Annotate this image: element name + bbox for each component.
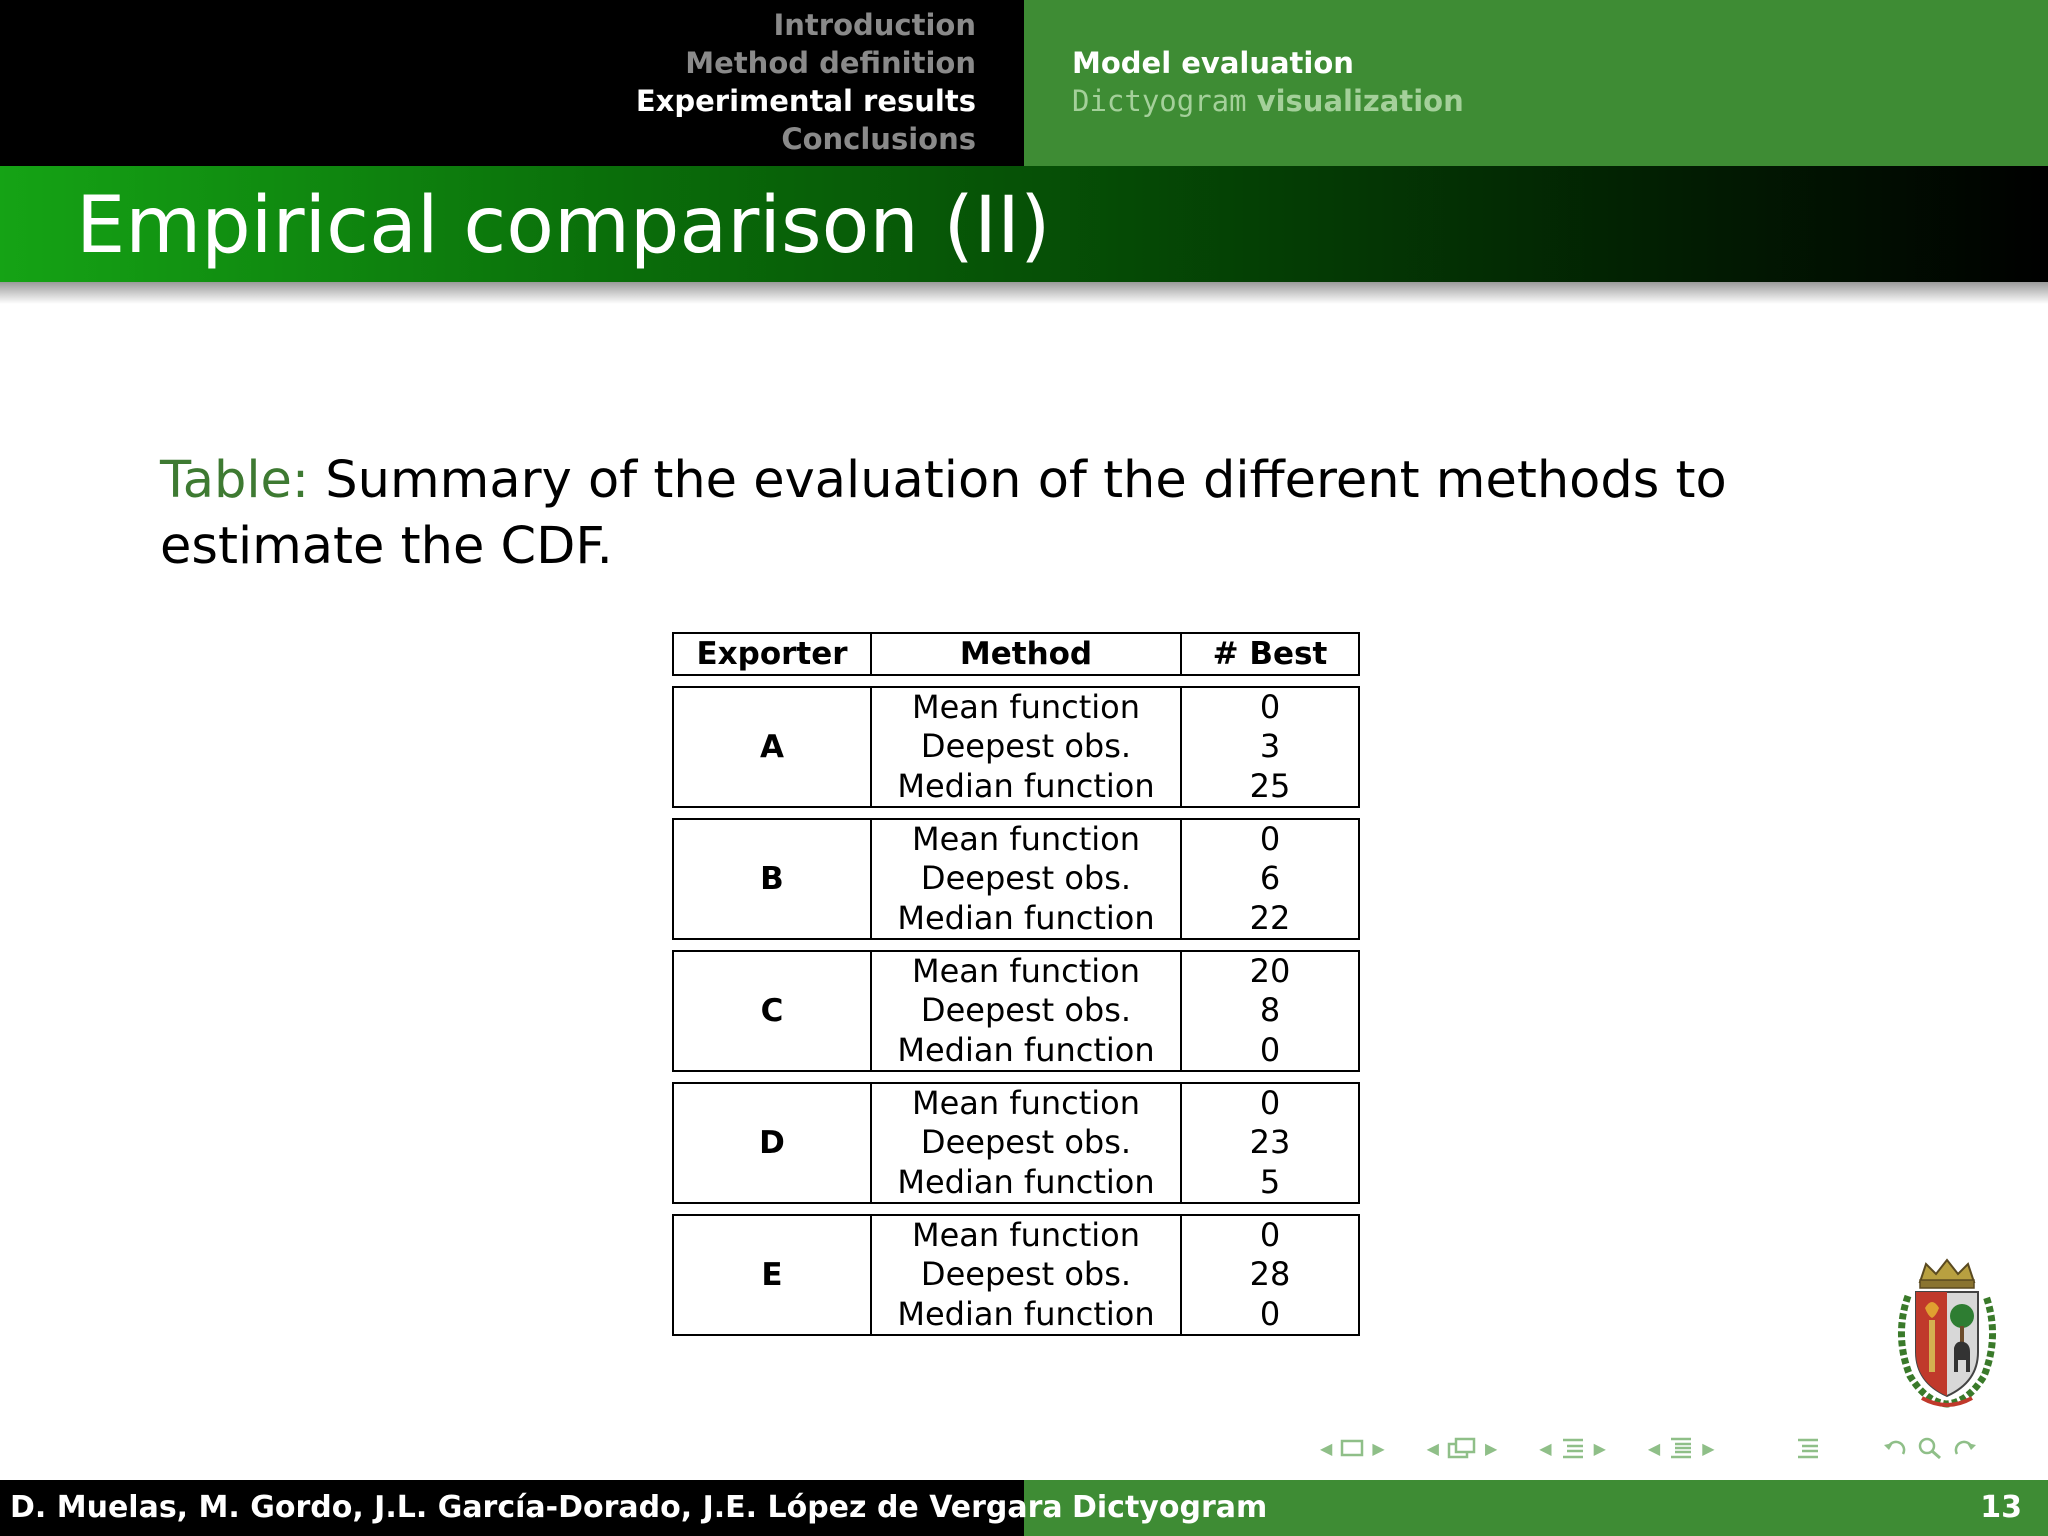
exporter-cell: B xyxy=(672,818,872,940)
method-value: Mean function xyxy=(911,952,1141,991)
university-crest-icon xyxy=(1892,1256,2002,1412)
section-nav[interactable] xyxy=(1531,1436,1614,1460)
best-value: 6 xyxy=(1259,859,1281,898)
header-method: Method xyxy=(872,632,1182,676)
results-table xyxy=(672,622,1360,1346)
footer-short-title: Dictyogram xyxy=(1072,1490,1268,1525)
best-cell xyxy=(1182,686,1360,808)
table-row xyxy=(672,1214,1360,1336)
table-row xyxy=(672,950,1360,1072)
next-part-icon[interactable]: ▶ xyxy=(1702,1438,1715,1458)
best-value: 28 xyxy=(1249,1255,1291,1294)
appendix-nav[interactable] xyxy=(1795,1436,1821,1460)
caption-text: Summary of the evaluation of the different methods to estimate the CDF. xyxy=(160,451,1743,576)
frame-nav-icon xyxy=(1340,1438,1364,1458)
frame-title: Empirical comparison (II) xyxy=(76,181,1051,271)
table-header-row xyxy=(672,632,1360,676)
beamer-navigation xyxy=(1312,1432,2032,1464)
exporter-cell: D xyxy=(672,1082,872,1204)
exporter-cell: E xyxy=(672,1214,872,1336)
subsection-nav-icon xyxy=(1447,1436,1477,1460)
best-value: 0 xyxy=(1259,1294,1281,1333)
best-value: 22 xyxy=(1249,898,1291,937)
header-best: # Best xyxy=(1182,632,1360,676)
section-nav-panel xyxy=(0,0,1024,166)
best-value: 0 xyxy=(1259,688,1281,727)
best-value: 5 xyxy=(1259,1162,1281,1201)
best-value: 0 xyxy=(1259,1084,1281,1123)
nav-section-method-definition[interactable]: Method definition xyxy=(685,46,976,80)
best-cell xyxy=(1182,1214,1360,1336)
nav-subsection-rest-part: visualization xyxy=(1246,84,1464,118)
exporter-cell: C xyxy=(672,950,872,1072)
method-cell xyxy=(872,818,1182,940)
title-bar-shadow xyxy=(0,282,2048,304)
frame-nav[interactable] xyxy=(1312,1438,1393,1458)
exporter-cell: A xyxy=(672,686,872,808)
method-value: Mean function xyxy=(911,1216,1141,1255)
search-icon xyxy=(1917,1436,1943,1460)
method-value: Median function xyxy=(897,1162,1155,1201)
search-button[interactable] xyxy=(1917,1436,1943,1460)
nav-section-introduction[interactable]: Introduction xyxy=(773,8,976,42)
table-row xyxy=(672,1082,1360,1204)
best-value: 8 xyxy=(1259,991,1281,1030)
forward-button[interactable] xyxy=(1951,1436,1979,1460)
subsection-nav[interactable] xyxy=(1419,1436,1506,1460)
prev-section-icon[interactable]: ◀ xyxy=(1539,1438,1552,1458)
back-icon xyxy=(1881,1436,1909,1460)
best-value: 0 xyxy=(1259,1030,1281,1069)
method-value: Mean function xyxy=(911,688,1141,727)
best-value: 3 xyxy=(1259,727,1281,766)
nav-section-experimental-results[interactable]: Experimental results xyxy=(635,84,976,118)
method-value: Median function xyxy=(897,1294,1155,1333)
next-subsection-icon[interactable]: ▶ xyxy=(1484,1438,1498,1458)
method-value: Deepest obs. xyxy=(920,991,1132,1030)
best-cell xyxy=(1182,1082,1360,1204)
best-cell xyxy=(1182,950,1360,1072)
subsection-nav-panel xyxy=(1024,0,2048,166)
method-value: Deepest obs. xyxy=(920,1123,1132,1162)
subsection-list xyxy=(1072,44,1464,120)
best-value: 20 xyxy=(1249,952,1291,991)
method-cell xyxy=(872,686,1182,808)
best-value: 0 xyxy=(1259,1216,1281,1255)
method-value: Deepest obs. xyxy=(920,859,1132,898)
table-row xyxy=(672,818,1360,940)
method-value: Mean function xyxy=(911,820,1141,859)
method-cell xyxy=(872,1214,1182,1336)
nav-subsection-model-evaluation[interactable]: Model evaluation xyxy=(1072,46,1354,80)
presentation-nav[interactable] xyxy=(1640,1436,1723,1460)
method-cell xyxy=(872,950,1182,1072)
nav-subsection-dictyogram-visualization[interactable] xyxy=(1072,82,1464,120)
prev-part-icon[interactable]: ◀ xyxy=(1647,1438,1661,1458)
caption-label: Table: xyxy=(160,451,310,510)
page-number: 13 xyxy=(1980,1490,2022,1525)
method-value: Median function xyxy=(897,898,1155,937)
table-caption xyxy=(160,448,1900,580)
next-section-icon[interactable]: ▶ xyxy=(1593,1438,1606,1458)
nav-section-conclusions[interactable]: Conclusions xyxy=(781,122,976,156)
header-exporter: Exporter xyxy=(672,632,872,676)
method-value: Median function xyxy=(897,1030,1155,1069)
table-row xyxy=(672,686,1360,808)
section-list xyxy=(636,6,976,158)
best-value: 23 xyxy=(1249,1123,1291,1162)
section-nav-icon xyxy=(1560,1436,1586,1460)
best-value: 25 xyxy=(1249,766,1291,805)
forward-icon xyxy=(1951,1436,1979,1460)
best-value: 0 xyxy=(1259,820,1281,859)
method-cell xyxy=(872,1082,1182,1204)
method-value: Mean function xyxy=(911,1084,1141,1123)
back-button[interactable] xyxy=(1881,1436,1909,1460)
nav-subsection-mono-part: Dictyogram xyxy=(1072,84,1247,118)
footer-authors: D. Muelas, M. Gordo, J.L. García-Dorado, J.E. López de Vergara xyxy=(10,1490,1063,1525)
method-value: Median function xyxy=(897,766,1155,805)
presentation-nav-icon xyxy=(1668,1436,1694,1460)
prev-frame-icon[interactable]: ◀ xyxy=(1320,1438,1333,1458)
prev-subsection-icon[interactable]: ◀ xyxy=(1426,1438,1439,1458)
best-cell xyxy=(1182,818,1360,940)
appendix-icon xyxy=(1795,1436,1821,1460)
next-frame-icon[interactable]: ▶ xyxy=(1372,1438,1385,1458)
method-value: Deepest obs. xyxy=(920,727,1132,766)
method-value: Deepest obs. xyxy=(920,1255,1132,1294)
